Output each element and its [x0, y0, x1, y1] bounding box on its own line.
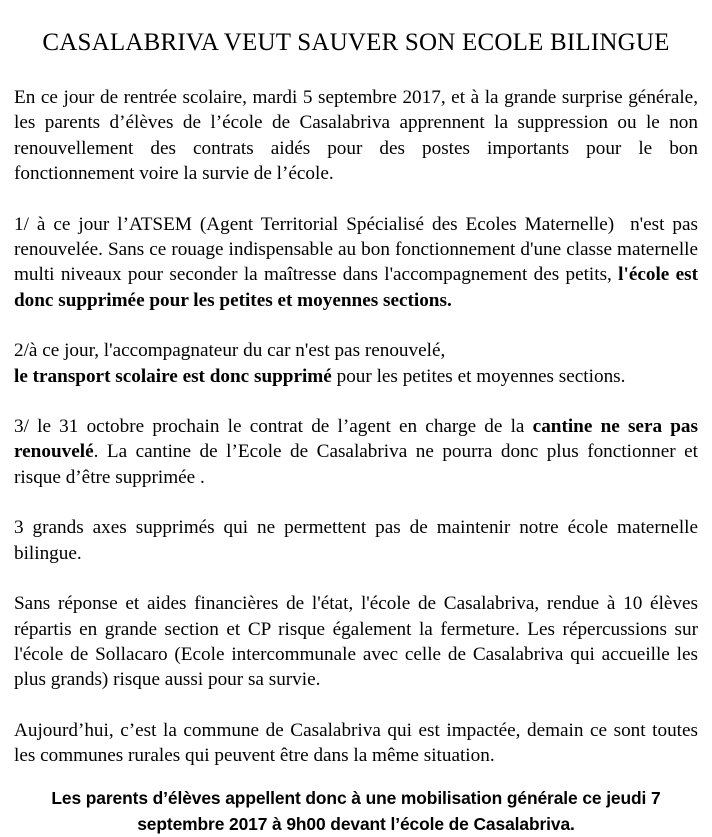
- page-title: CASALABRIVA VEUT SAUVER SON ECOLE BILINGUE: [42, 29, 670, 56]
- paragraph-closing-statement: Aujourd’hui, c’est la commune de Casalabriva qui est impactée, demain ce sont toutes les communes rurales qui peuvent être dans la même situation.: [14, 719, 698, 767]
- call-to-action-line-2: septembre 2017 à 9h00 devant l’école de Casalabriva.: [137, 814, 575, 834]
- call-to-action: [14, 785, 698, 837]
- paragraph-point-1: 1/ à ce jour l’ATSEM (Agent Territorial Spécialisé des Ecoles Maternelle) n'est pas renouvelée. Sans ce rouage indispensable au bon fonctionnement d'une classe maternelle multi niveaux pour seconder la maîtresse dans l'accompagnement des petits, l'école est donc supprimée pour les petites et moyennes sections.: [14, 213, 698, 311]
- paragraph-intro: En ce jour de rentrée scolaire, mardi 5 septembre 2017, et à la grande surprise générale, les parents d’élèves de l’école de Casalabriva apprennent la suppression ou le non renouvellement des contrats aidés pour des postes importants pour le bon fonctionnement voire la survie de l’école.: [14, 87, 698, 185]
- paragraph-consequences: Sans réponse et aides financières de l'état, l'école de Casalabriva, rendue à 10 élèves répartis en grande section et CP risque également la fermeture. Les répercussions sur l'école de Sollacaro (Ecole intercommunale avec celle de Casalabriva qui accueille les plus grands) risque aussi pour sa survie.: [14, 593, 698, 691]
- paragraph-summary-axes: 3 grands axes supprimés qui ne permettent pas de maintenir notre école maternelle bilingue.: [14, 517, 698, 564]
- document-page: [0, 28, 712, 837]
- call-to-action-line-1: Les parents d’élèves appellent donc à une mobilisation générale ce jeudi 7: [51, 788, 661, 808]
- document-body: [14, 85, 698, 769]
- paragraph-point-2: 2/à ce jour, l'accompagnateur du car n'est pas renouvelé, le transport scolaire est donc supprimé pour les petites et moyennes sections.: [14, 340, 626, 387]
- paragraph-point-3: 3/ le 31 octobre prochain le contrat de l’agent en charge de la cantine ne sera pas renouvelé. La cantine de l’Ecole de Casalabriva ne pourra donc plus fonctionner et risque d’être supprimée .: [14, 416, 698, 488]
